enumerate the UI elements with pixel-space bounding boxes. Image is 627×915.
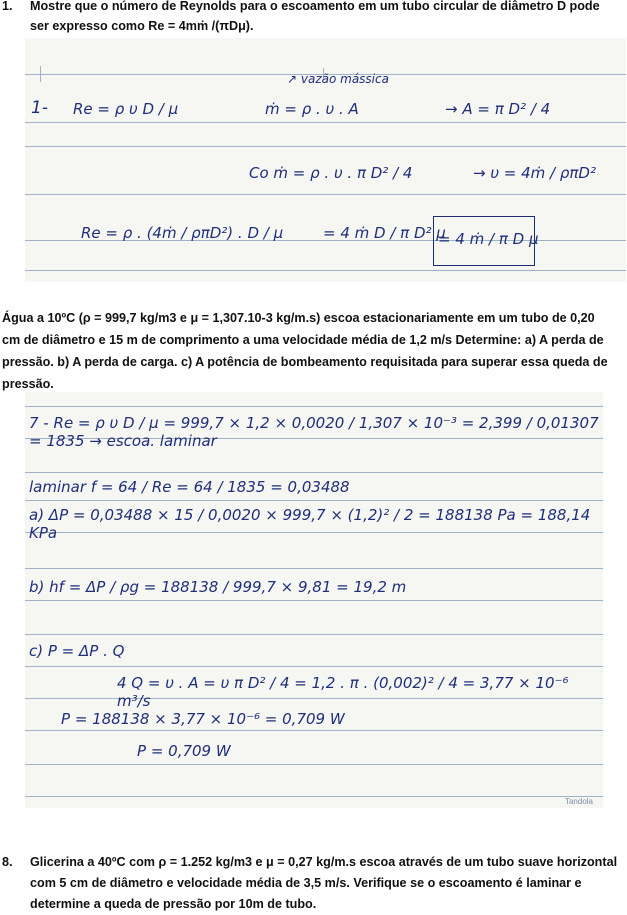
hw2-reynolds [29,414,603,450]
question-1-text: Mostre que o número de Reynolds para o escoamento em um tubo circular de diâmetro D pode ser expresso como Re = 4mṁ /(πDμ). [30,0,600,33]
hw1-re-expanded: Re = ρ . (4ṁ / ρπD²) . D / μ [81,224,284,242]
hw2-re: Re = ρ υ D / μ = 999,7 × 1,2 × 0,0020 / 1,307 × 10⁻³ = 2,399 / 0,01307 = 1835 → escoa. laminar [29,414,599,450]
handwritten-solution-7 [25,392,603,808]
hw1-substitution: Co ṁ = ρ . υ . π D² / 4 [249,164,413,182]
hw2-part-a: a) ΔP = 0,03488 × 15 / 0,0020 × 999,7 × (1,2)² / 2 = 188138 Pa = 188,14 KPa [29,506,591,542]
hw2-laminar-f: laminar f = 64 / Re = 64 / 1835 = 0,03488 [29,478,350,496]
handwritten-solution-1 [25,38,626,282]
hw2-signature: Tandola [564,797,593,806]
question-8-text: Glicerina a 40ºC com ρ = 1.252 kg/m3 e μ = 0,27 kg/m.s escoa através de um tubo suave horizontal com 5 cm de diâmetro e velocidade média de 3,5 m/s. Verifique se o escoamento é laminar e determine a queda de pressão por 10m de tubo. [30,855,618,911]
hw1-velocity: → υ = 4ṁ / ρπD² [473,164,596,182]
hw1-mass-flow: ṁ = ρ . υ . A [265,100,359,118]
hw2-label: 7 - [29,414,49,432]
hw1-area: → A = π D² / 4 [445,100,551,118]
hw2-part-c-flow: 4 Q = υ . A = υ π D² / 4 = 1,2 . π . (0,002)² / 4 = 3,77 × 10⁻⁶ m³/s [117,674,569,710]
hw2-part-c-final: P = 0,709 W [137,742,231,760]
problem-7-text: Água a 10ºC (ρ = 999,7 kg/m3 e μ = 1,307.10-3 kg/m.s) escoa estacionariamente em um tubo de 0,20 cm de diâmetro e 15 m de comprimento a uma velocidade média de 1,2 m/s Determine: a) A perda de pressão. b) A perda de carga. c) A potência de bombeamento requisitada para superar essa queda de pressão. [2,311,608,391]
hw2-part-b: b) hf = ΔP / ρg = 188138 / 999,7 × 9,81 = 19,2 m [29,578,407,596]
hw1-label: 1- [31,98,48,118]
question-8-number: 8. [2,855,13,869]
question-1-number: 1. [2,0,13,13]
hw1-re-mid: = 4 ṁ D / π D² μ [323,224,446,242]
hw1-re-definition: Re = ρ υ D / μ [73,100,179,118]
hw1-re-final: = 4 ṁ / π D μ [438,230,539,248]
hw2-part-c-power: P = 188138 × 3,77 × 10⁻⁶ = 0,709 W [61,710,345,728]
hw1-note: ↗ vazão mássica [287,72,389,86]
hw2-part-c: c) P = ΔP . Q [29,642,125,660]
